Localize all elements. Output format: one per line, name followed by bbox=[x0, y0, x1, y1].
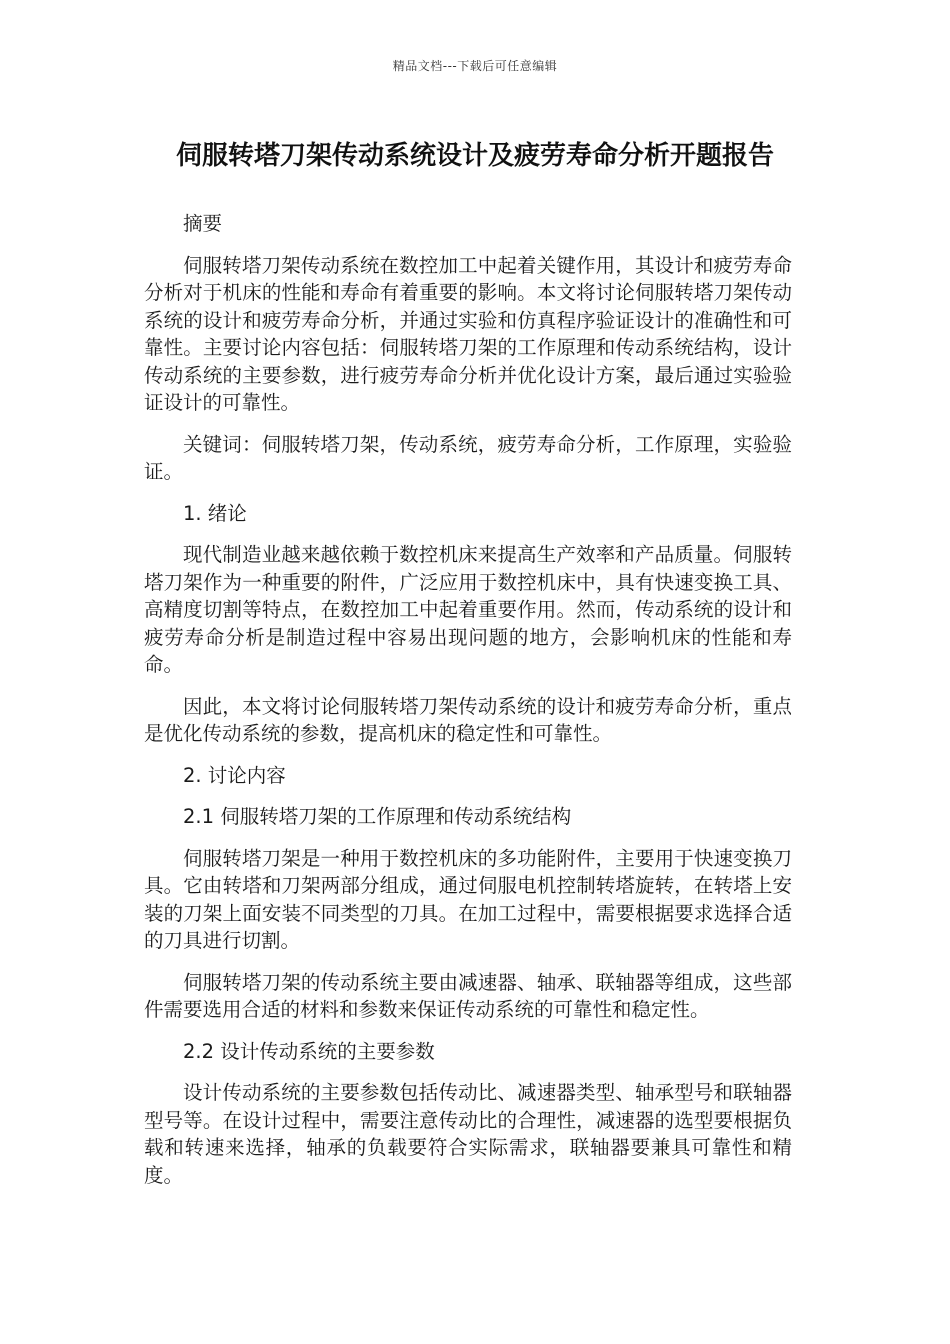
section-2-2-heading: 2.2 设计传动系统的主要参数 bbox=[183, 1039, 435, 1063]
section-2-1-paragraph-2: 伺服转塔刀架的传动系统主要由减速器、轴承、联轴器等组成，这些部件需要选用合适的材料和参数来保证传动系统的可靠性和稳定性。 bbox=[144, 970, 792, 1021]
abstract-heading: 摘要 bbox=[183, 212, 223, 235]
document-body bbox=[144, 210, 792, 1203]
page-title: 伺服转塔刀架传动系统设计及疲劳寿命分析开题报告 bbox=[175, 141, 774, 171]
section-1-paragraph-1: 现代制造业越来越依赖于数控机床来提高生产效率和产品质量。伺服转塔刀架作为一种重要的附件，广泛应用于数控机床中，具有快速变换工具、高精度切割等特点，在数控加工中起着重要作用。然而，传动系统的设计和疲劳寿命分析是制造过程中容易出现问题的地方，会影响机床的性能和寿命。 bbox=[144, 543, 792, 676]
section-2-heading: 2. 讨论内容 bbox=[183, 763, 286, 787]
section-2-2-paragraph-1: 设计传动系统的主要参数包括传动比、减速器类型、轴承型号和联轴器型号等。在设计过程中，需要注意传动比的合理性，减速器的选型要根据负载和转速来选择，轴承的负载要符合实际需求，联轴器要兼具可靠性和精度。 bbox=[144, 1081, 792, 1187]
header-note: 精品文档---下载后可任意编辑 bbox=[392, 59, 558, 73]
abstract-paragraph: 伺服转塔刀架传动系统在数控加工中起着关键作用，其设计和疲劳寿命分析对于机床的性能和寿命有着重要的影响。本文将讨论伺服转塔刀架传动系统的设计和疲劳寿命分析，并通过实验和仿真程序验证设计的准确性和可靠性。主要讨论内容包括：伺服转塔刀架的工作原理和传动系统结构，设计传动系统的主要参数，进行疲劳寿命分析并优化设计方案，最后通过实验验证设计的可靠性。 bbox=[144, 253, 792, 414]
section-1-heading: 1. 绪论 bbox=[183, 501, 247, 525]
keywords-paragraph: 关键词：伺服转塔刀架，传动系统，疲劳寿命分析，工作原理，实验验证。 bbox=[144, 432, 792, 483]
section-2-1-heading: 2.1 伺服转塔刀架的工作原理和传动系统结构 bbox=[183, 805, 572, 828]
section-2-1-paragraph-1: 伺服转塔刀架是一种用于数控机床的多功能附件，主要用于快速变换刀具。它由转塔和刀架两部分组成，通过伺服电机控制转塔旋转，在转塔上安装的刀架上面安装不同类型的刀具。在加工过程中，需要根据要求选择合适的刀具进行切割。 bbox=[144, 846, 792, 952]
section-1-paragraph-2: 因此，本文将讨论伺服转塔刀架传动系统的设计和疲劳寿命分析，重点是优化传动系统的参数，提高机床的稳定性和可靠性。 bbox=[144, 694, 792, 745]
